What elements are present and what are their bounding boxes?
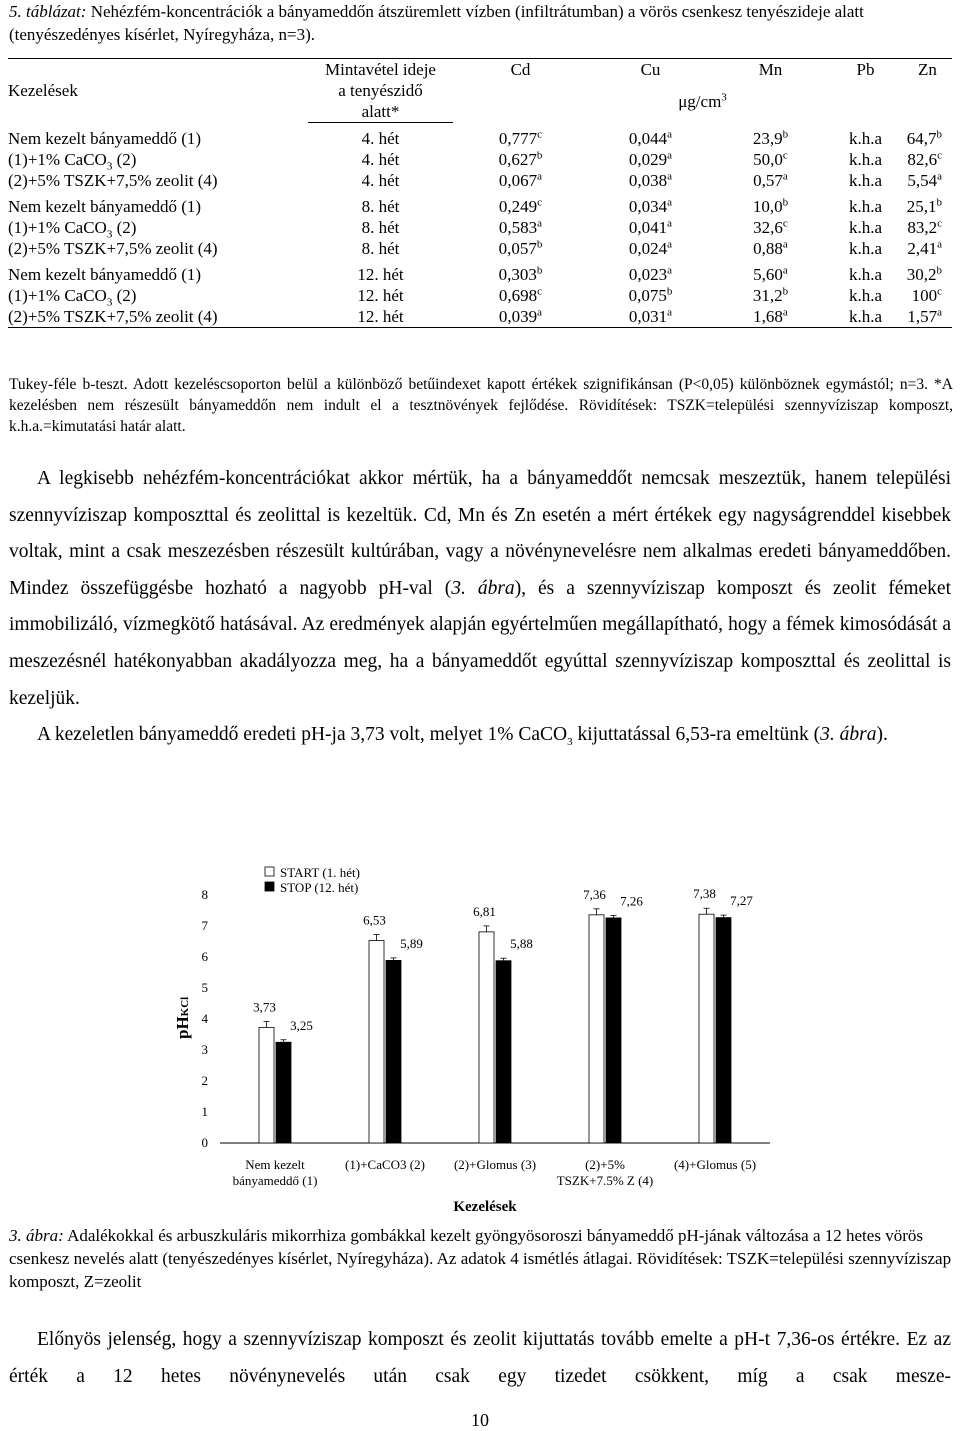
header-pb: Pb xyxy=(828,59,903,81)
cell-cu: 0,041$^a$ xyxy=(628,217,673,237)
cell-cd: 0,067$^a$ xyxy=(498,170,543,190)
cell-cd: 0,039$^a$ xyxy=(453,306,588,328)
cell-cd: 0,303$^b$ xyxy=(498,264,543,284)
cell-mn: 1,68$^a$ xyxy=(713,306,828,328)
cell-cu: 0,034$^a$ xyxy=(628,196,673,216)
cell-treatment: (2)+5% TSZK+7,5% zeolit (4) xyxy=(8,306,308,328)
ph-bar-chart xyxy=(150,860,810,1225)
legend-swatch xyxy=(265,867,274,876)
figure-caption xyxy=(9,1224,953,1293)
table-row xyxy=(8,306,952,328)
cell-mn: 50,0$^c$ xyxy=(753,149,788,169)
cell-cu: 0,024$^a$ xyxy=(628,238,673,258)
data-label: 5,89 xyxy=(400,935,423,951)
cell-treatment: Nem kezelt bányameddő (1) xyxy=(8,197,202,216)
table-row xyxy=(8,217,952,238)
y-tick-label: 7 xyxy=(201,918,208,933)
header-cu: Cu xyxy=(588,59,713,81)
figure-caption-label: 3. ábra: xyxy=(9,1226,64,1245)
paragraph-3: Előnyös jelenség, hogy a szennyvíziszap komposzt és zeolit kijuttatás tovább emelte a pH-t 7,36-os értékre. Ez az érték a 12 hetes növénynevelés után csak egy tizedet csökkent, míg a csak mesze- xyxy=(9,1329,951,1387)
table-row xyxy=(8,191,952,217)
cell-cu: 0,075$^b$ xyxy=(628,285,673,305)
figure-ref-1: 3. ábra xyxy=(451,577,515,599)
cell-time: 8. hét xyxy=(361,218,400,237)
cell-treatment: Nem kezelt bányameddő (1) xyxy=(8,128,202,148)
cell-cu: 0,023$^a$ xyxy=(628,264,673,284)
bar xyxy=(589,915,604,1143)
cell-pb: k.h.a xyxy=(848,286,883,305)
bar xyxy=(479,932,494,1143)
cell-zn: 25,1$^b$ xyxy=(906,196,942,216)
table-caption-label: 5. táblázat: xyxy=(9,2,87,21)
y-tick-label: 4 xyxy=(201,1011,208,1026)
table-note: Tukey-féle b-teszt. Adott kezeléscsoporton belül a különböző betűindexet kapott értékek szignifikánsan (P<0,05) különböznek egymástól; n=3. *A kezelésben nem részesült bányameddőn nem indult el a tesztnövények fejlődése. Rövidítések: TSZK=települési szennyvíziszap komposzt, k.h.a.=kimutatási határ alatt. xyxy=(9,376,953,435)
cell-time: 8. hét xyxy=(361,239,400,258)
table-row xyxy=(8,285,952,306)
cell-zn: 83,2$^c$ xyxy=(907,217,942,237)
cell-cu: 0,031$^a$ xyxy=(588,306,713,328)
cell-treatment: (1)+1% CaCO$_3$ (2) xyxy=(8,286,137,309)
cell-mn: 23,9$^b$ xyxy=(752,127,789,148)
y-tick-label: 3 xyxy=(201,1042,208,1057)
cell-time: 8. hét xyxy=(361,197,400,216)
body-text-1 xyxy=(9,461,951,754)
bar xyxy=(716,918,731,1143)
cell-cd: 0,627$^b$ xyxy=(498,149,543,169)
bar xyxy=(276,1042,291,1143)
cell-time: 12. hét xyxy=(357,286,404,305)
cell-mn: 31,2$^b$ xyxy=(752,285,789,305)
cell-cu: 0,044$^a$ xyxy=(628,127,673,148)
data-label: 6,53 xyxy=(363,912,386,928)
legend-swatch xyxy=(265,882,274,891)
cell-mn: 0,57$^a$ xyxy=(753,170,788,190)
y-tick-label: 1 xyxy=(201,1104,208,1119)
cell-time: 4. hét xyxy=(361,171,400,190)
header-unit: $\mu g/cm^3$ xyxy=(678,91,727,111)
cell-cd: 0,777$^c$ xyxy=(498,127,543,148)
bar xyxy=(259,1027,274,1143)
cell-treatment: (2)+5% TSZK+7,5% zeolit (4) xyxy=(8,239,218,258)
cell-zn: 1,57$^a$ xyxy=(903,306,952,328)
cell-pb: k.h.a xyxy=(848,218,883,237)
cell-cd: 0,057$^b$ xyxy=(498,238,543,258)
cell-zn: 5,54$^a$ xyxy=(907,170,942,190)
cell-zn: 2,41$^a$ xyxy=(907,238,942,258)
figure-ref-2: 3. ábra xyxy=(820,724,877,746)
table-row xyxy=(8,170,952,191)
header-treatment: Kezelések xyxy=(8,59,308,123)
header-cd: Cd xyxy=(453,59,588,81)
paragraph-2: A kezeletlen bányameddő eredeti pH-ja 3,73 volt, melyet 1% CaCO$_3$ kijuttatással 6,53-ra emeltünk (3. ábra). xyxy=(37,724,888,749)
cell-treatment: (1)+1% CaCO$_3$ (2) xyxy=(8,218,137,241)
legend-label: STOP (12. hét) xyxy=(280,880,359,895)
paragraph-1: A legkisebb nehézfém-koncentrációkat akkor mértük, ha a bányameddőt nemcsak meszeztük, hanem települési szennyvíziszap komposzttal és zeolittal is kezeltük. Cd, Mn és Zn esetén a mért értékek egy nagyságrenddel kisebbek voltak, mint a csak meszezésben részesült kultúrában, vagy a növénynevelésre nem alkalmas eredeti bányameddőben. Mindez összefüggésbe hozható a nagyobb pH-val (3. ábra), és a szennyvíziszap komposzt és zeolit fémeket immobilizáló, vízmegkötő hatásával. Az eredmények alapján egyértelműen megállapítható, hogy a fémek kimosódását a meszezésnél hatékonyabban akadályozza meg, ha a bányameddőt egyúttal szennyvíziszap komposzttal és zeolittal is kezeljük. xyxy=(9,468,951,709)
table-body xyxy=(8,123,952,328)
x-tick-label: (1)+CaCO3 (2) xyxy=(345,1157,425,1172)
page-number: 10 xyxy=(471,1410,489,1430)
bar xyxy=(369,941,384,1143)
data-label: 7,36 xyxy=(583,886,606,902)
data-label: 3,73 xyxy=(253,999,276,1015)
header-time-line3: alatt* xyxy=(308,101,453,123)
cell-time: 12. hét xyxy=(357,265,404,284)
cell-mn: 10,0$^b$ xyxy=(752,196,789,216)
header-zn: Zn xyxy=(903,59,952,81)
y-axis-label: pHKCl xyxy=(173,996,192,1039)
header-time-line1: Mintavétel ideje xyxy=(308,59,453,81)
cell-treatment: (2)+5% TSZK+7,5% zeolit (4) xyxy=(8,171,218,190)
data-label: 3,25 xyxy=(290,1017,313,1033)
cell-time: 4. hét xyxy=(361,129,400,148)
y-tick-label: 8 xyxy=(201,887,208,902)
cell-time: 12. hét xyxy=(308,306,453,328)
cell-zn: 30,2$^b$ xyxy=(906,264,942,284)
cell-pb: k.h.a xyxy=(848,265,883,284)
y-tick-label: 2 xyxy=(201,1073,208,1088)
cell-mn: 0,88$^a$ xyxy=(753,238,788,258)
cell-cd: 0,698$^c$ xyxy=(498,285,543,305)
header-time-line2: a tenyészidő xyxy=(338,81,423,100)
table-row xyxy=(8,238,952,259)
cell-time: 4. hét xyxy=(361,150,400,169)
bar xyxy=(606,918,621,1143)
y-tick-label: 5 xyxy=(201,980,208,995)
table-header-row-1 xyxy=(8,59,952,81)
x-axis-label: Kezelések xyxy=(453,1199,517,1215)
bar xyxy=(386,960,401,1143)
table-caption xyxy=(9,0,953,46)
cell-zn: 100$^c$ xyxy=(911,285,942,305)
cell-cu: 0,029$^a$ xyxy=(628,149,673,169)
data-label: 5,88 xyxy=(510,936,533,952)
header-mn: Mn xyxy=(713,59,828,81)
heavy-metal-table xyxy=(8,58,952,328)
table-caption-text: Nehézfém-koncentrációk a bányameddőn átszüremlett vízben (infiltrátumban) a vörös csenkesz tenyészideje alatt (tenyészedényes kísérlet, Nyíregyháza, n=3). xyxy=(9,2,864,44)
cell-zn: 82,6$^c$ xyxy=(907,149,942,169)
cell-zn: 64,7$^b$ xyxy=(906,127,942,148)
bar xyxy=(496,961,511,1143)
figure-caption-text: Adalékokkal és arbuszkuláris mikorrhiza gombákkal kezelt gyöngyösoroszi bányameddő pH-jának változása a 12 hetes vörös csenkesz nevelés alatt (tenyészedényes kísérlet, Nyíregyháza). Az adatok 4 ismétlés átlagai. Rövidítések: TSZK=települési szennyvíziszap komposzt, Z=zeolit xyxy=(9,1226,952,1291)
body-text-2 xyxy=(9,1322,951,1395)
cell-cu: 0,038$^a$ xyxy=(628,170,673,190)
cell-pb: k.h.a xyxy=(848,128,883,148)
cell-pb: k.h.a xyxy=(848,197,883,216)
cell-pb: k.h.a xyxy=(828,306,903,328)
x-tick-label: (2)+Glomus (3) xyxy=(453,1157,537,1172)
data-label: 6,81 xyxy=(473,903,496,919)
y-tick-label: 0 xyxy=(201,1135,208,1150)
cell-cd: 0,249$^c$ xyxy=(498,196,543,216)
cell-treatment: Nem kezelt bányameddő (1) xyxy=(8,265,202,284)
data-label: 7,26 xyxy=(620,893,643,909)
cell-mn: 5,60$^a$ xyxy=(753,264,788,284)
cell-cd: 0,583$^a$ xyxy=(498,217,543,237)
y-tick-label: 6 xyxy=(201,949,208,964)
data-label: 7,38 xyxy=(693,886,716,902)
x-tick-label: Nem kezelt bányameddő (1) xyxy=(232,1157,318,1188)
cell-pb: k.h.a xyxy=(848,239,883,258)
cell-pb: k.h.a xyxy=(848,171,883,190)
table-row xyxy=(8,259,952,285)
legend-label: START (1. hét) xyxy=(280,865,360,880)
x-tick-label: (2)+5% TSZK+7.5% Z (4) xyxy=(556,1157,654,1188)
data-label: 7,27 xyxy=(730,893,753,909)
cell-pb: k.h.a xyxy=(848,150,883,169)
table-row xyxy=(8,123,952,150)
x-tick-label: (4)+Glomus (5) xyxy=(673,1157,757,1172)
cell-mn: 32,6$^c$ xyxy=(753,217,788,237)
bar xyxy=(699,914,714,1143)
table-row xyxy=(8,149,952,170)
cell-treatment: (1)+1% CaCO$_3$ (2) xyxy=(8,150,137,173)
